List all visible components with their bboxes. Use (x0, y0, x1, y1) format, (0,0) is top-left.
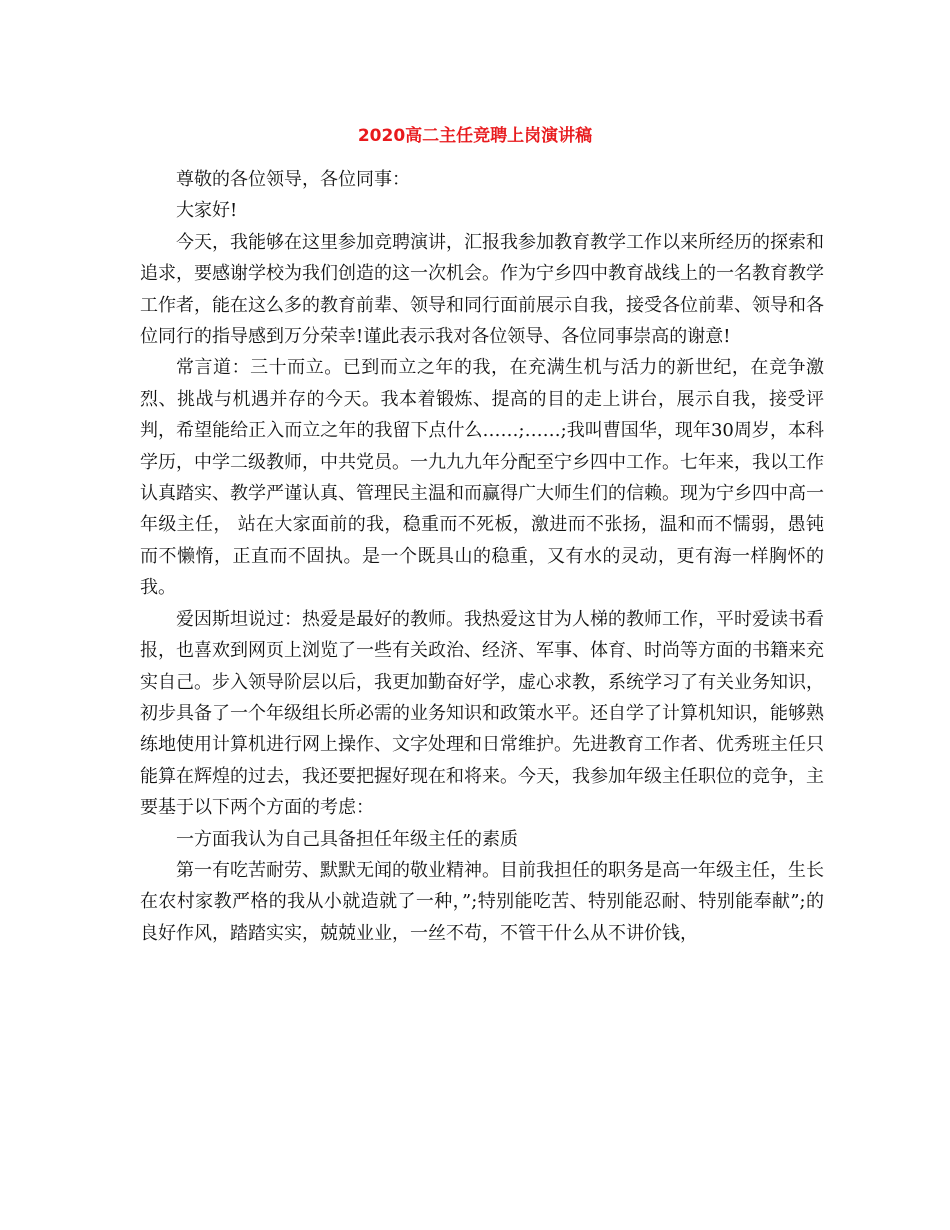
paragraph-greeting: 大家好! (176, 200, 238, 222)
document-body (140, 164, 824, 949)
paragraph-salutation: 尊敬的各位领导，各位同事： (176, 169, 410, 190)
paragraph-learning: 爱因斯坦说过：热爱是最好的教师。我热爱这甘为人梯的教师工作，平时爱读书看报，也喜欢到网页上浏览了一些有关政治、经济、军事、体育、时尚等方面的书籍来充实自己。步入领导阶层以后，我更加勤奋好学，虚心求教，系统学习了有关业务知识，初步具备了一个年级组长所必需的业务知识和政策水平。还自学了计算机知识，能够熟练地使用计算机进行网上操作、文字处理和日常维护。先进教育工作者、优秀班主任只能算在辉煌的过去，我还要把握好现在和将来。今天，我参加年级主任职位的竞争，主要基于以下两个方面的考虑： (140, 608, 824, 819)
paragraph-section-heading: 一方面我认为自己具备担任年级主任的素质 (176, 828, 518, 850)
paragraph-self-introduction: 常言道：三十而立。已到而立之年的我，在充满生机与活力的新世纪，在竞争激烈、挑战与机遇并存的今天。我本着锻炼、提高的目的走上讲台，展示自我，接受评判，希望能给正入而立之年的我留下点什么……;……;我叫曹国华，现年30周岁，本科学历，中学二级教师，中共党员。一九九九年分配至宁乡四中工作。七年来，我以工作认真踏实、教学严谨认真、管理民主温和而赢得广大师生们的信赖。现为宁乡四中高一年级主任， 站在大家面前的我，稳重而不死板，激进而不张扬，温和而不懦弱，愚钝而不懒惰，正直而不固执。是一个既具山的稳重，又有水的灵动，更有海一样胸怀的我。 (140, 357, 824, 599)
document-title: 2020高二主任竞聘上岗演讲稿 (357, 126, 593, 146)
paragraph-opening: 今天，我能够在这里参加竞聘演讲，汇报我参加教育教学工作以来所经历的探索和追求，要感谢学校为我们创造的这一次机会。作为宁乡四中教育战线上的一名教育教学工作者，能在这么多的教育前辈、领导和同行面前展示自我，接受各位前辈、领导和各位同行的指导感到万分荣幸!谨此表示我对各位领导、各位同事崇高的谢意! (140, 231, 824, 348)
paragraph-first-quality: 第一有吃苦耐劳、默默无闻的敬业精神。目前我担任的职务是高一年级主任，生长在农村家教严格的我从小就造就了一种，”;特别能吃苦、特别能忍耐、特别能奉献”;的良好作风，踏踏实实，兢兢业业，一丝不苟，不管干什么从不讲价钱， (140, 859, 824, 944)
